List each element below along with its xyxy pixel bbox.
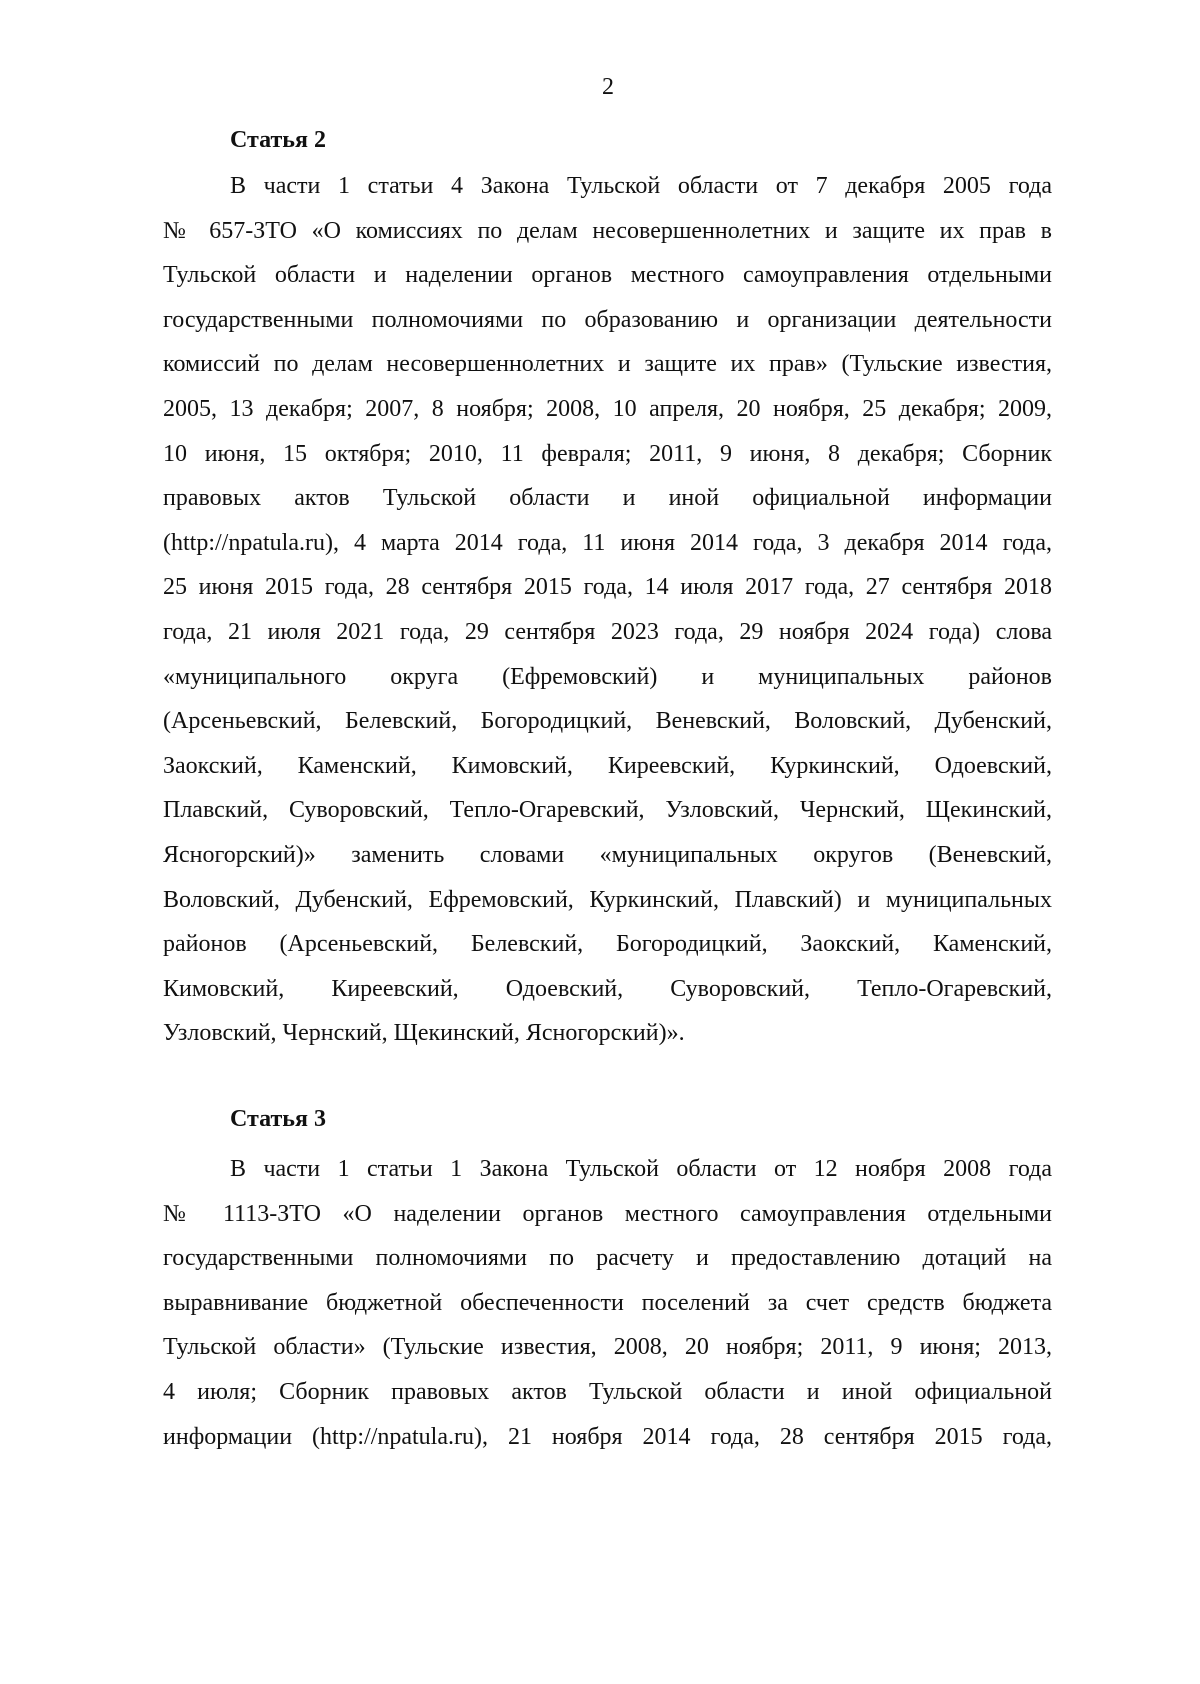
text-line: В части 1 статьи 4 Закона Тульской области от 7 декабря 2005 года bbox=[230, 173, 1052, 199]
text-line: комиссий по делам несовершеннолетних и защите их прав» (Тульские известия, bbox=[163, 351, 1052, 378]
text-line: Тульской области» (Тульские известия, 2008, 20 ноября; 2011, 9 июня; 2013, bbox=[163, 1334, 1052, 1361]
text-line: В части 1 статьи 1 Закона Тульской области от 12 ноября 2008 года bbox=[230, 1156, 1052, 1182]
text-line: 4 июля; Сборник правовых актов Тульской области и иной официальной bbox=[163, 1378, 1052, 1405]
text-line: Плавский, Суворовский, Тепло-Огаревский, Узловский, Чернский, Щекинский, bbox=[163, 797, 1052, 824]
article-2-heading: Статья 2 bbox=[230, 127, 326, 153]
text-line: государственными полномочиями по образованию и организации деятельности bbox=[163, 306, 1052, 333]
text-line: Ясногорский)» заменить словами «муниципальных округов (Веневский, bbox=[163, 841, 1052, 868]
text-line: № 657-ЗТО «О комиссиях по делам несовершеннолетних и защите их прав в bbox=[163, 217, 1052, 244]
text-line: Кимовский, Киреевский, Одоевский, Суворовский, Тепло-Огаревский, bbox=[163, 975, 1052, 1002]
text-line: (Арсеньевский, Белевский, Богородицкий, Веневский, Воловский, Дубенский, bbox=[163, 708, 1052, 735]
text-line: государственными полномочиями по расчету и предоставлению дотаций на bbox=[163, 1245, 1052, 1272]
text-line: года, 21 июля 2021 года, 29 сентября 2023 года, 29 ноября 2024 года) слова bbox=[163, 618, 1052, 645]
article-3-heading: Статья 3 bbox=[230, 1106, 326, 1132]
article-3-body bbox=[163, 1147, 1052, 1459]
text-line: информации (http://npatula.ru), 21 ноября 2014 года, 28 сентября 2015 года, bbox=[163, 1423, 1052, 1450]
text-line: № 1113-ЗТО «О наделении органов местного самоуправления отдельными bbox=[163, 1200, 1052, 1227]
text-line: выравнивание бюджетной обеспеченности поселений за счет средств бюджета bbox=[163, 1289, 1052, 1316]
text-line: «муниципального округа (Ефремовский) и муниципальных районов bbox=[163, 663, 1052, 690]
text-line: (http://npatula.ru), 4 марта 2014 года, 11 июня 2014 года, 3 декабря 2014 года, bbox=[163, 529, 1052, 556]
page-number: 2 bbox=[602, 74, 614, 100]
text-line: правовых актов Тульской области и иной официальной информации bbox=[163, 485, 1052, 512]
text-line: Тульской области и наделении органов местного самоуправления отдельными bbox=[163, 262, 1052, 289]
text-line: 2005, 13 декабря; 2007, 8 ноября; 2008, 10 апреля, 20 ноября, 25 декабря; 2009, bbox=[163, 395, 1052, 422]
text-line: 10 июня, 15 октября; 2010, 11 февраля; 2011, 9 июня, 8 декабря; Сборник bbox=[163, 440, 1052, 467]
text-line: 25 июня 2015 года, 28 сентября 2015 года, 14 июля 2017 года, 27 сентября 2018 bbox=[163, 574, 1052, 601]
text-line: Узловский, Чернский, Щекинский, Ясногорский)». bbox=[163, 1020, 685, 1047]
text-line: Воловский, Дубенский, Ефремовский, Куркинский, Плавский) и муниципальных bbox=[163, 886, 1052, 913]
text-line: районов (Арсеньевский, Белевский, Богородицкий, Заокский, Каменский, bbox=[163, 931, 1052, 958]
text-line: Заокский, Каменский, Кимовский, Киреевский, Куркинский, Одоевский, bbox=[163, 752, 1052, 779]
article-2-body bbox=[163, 164, 1052, 1056]
